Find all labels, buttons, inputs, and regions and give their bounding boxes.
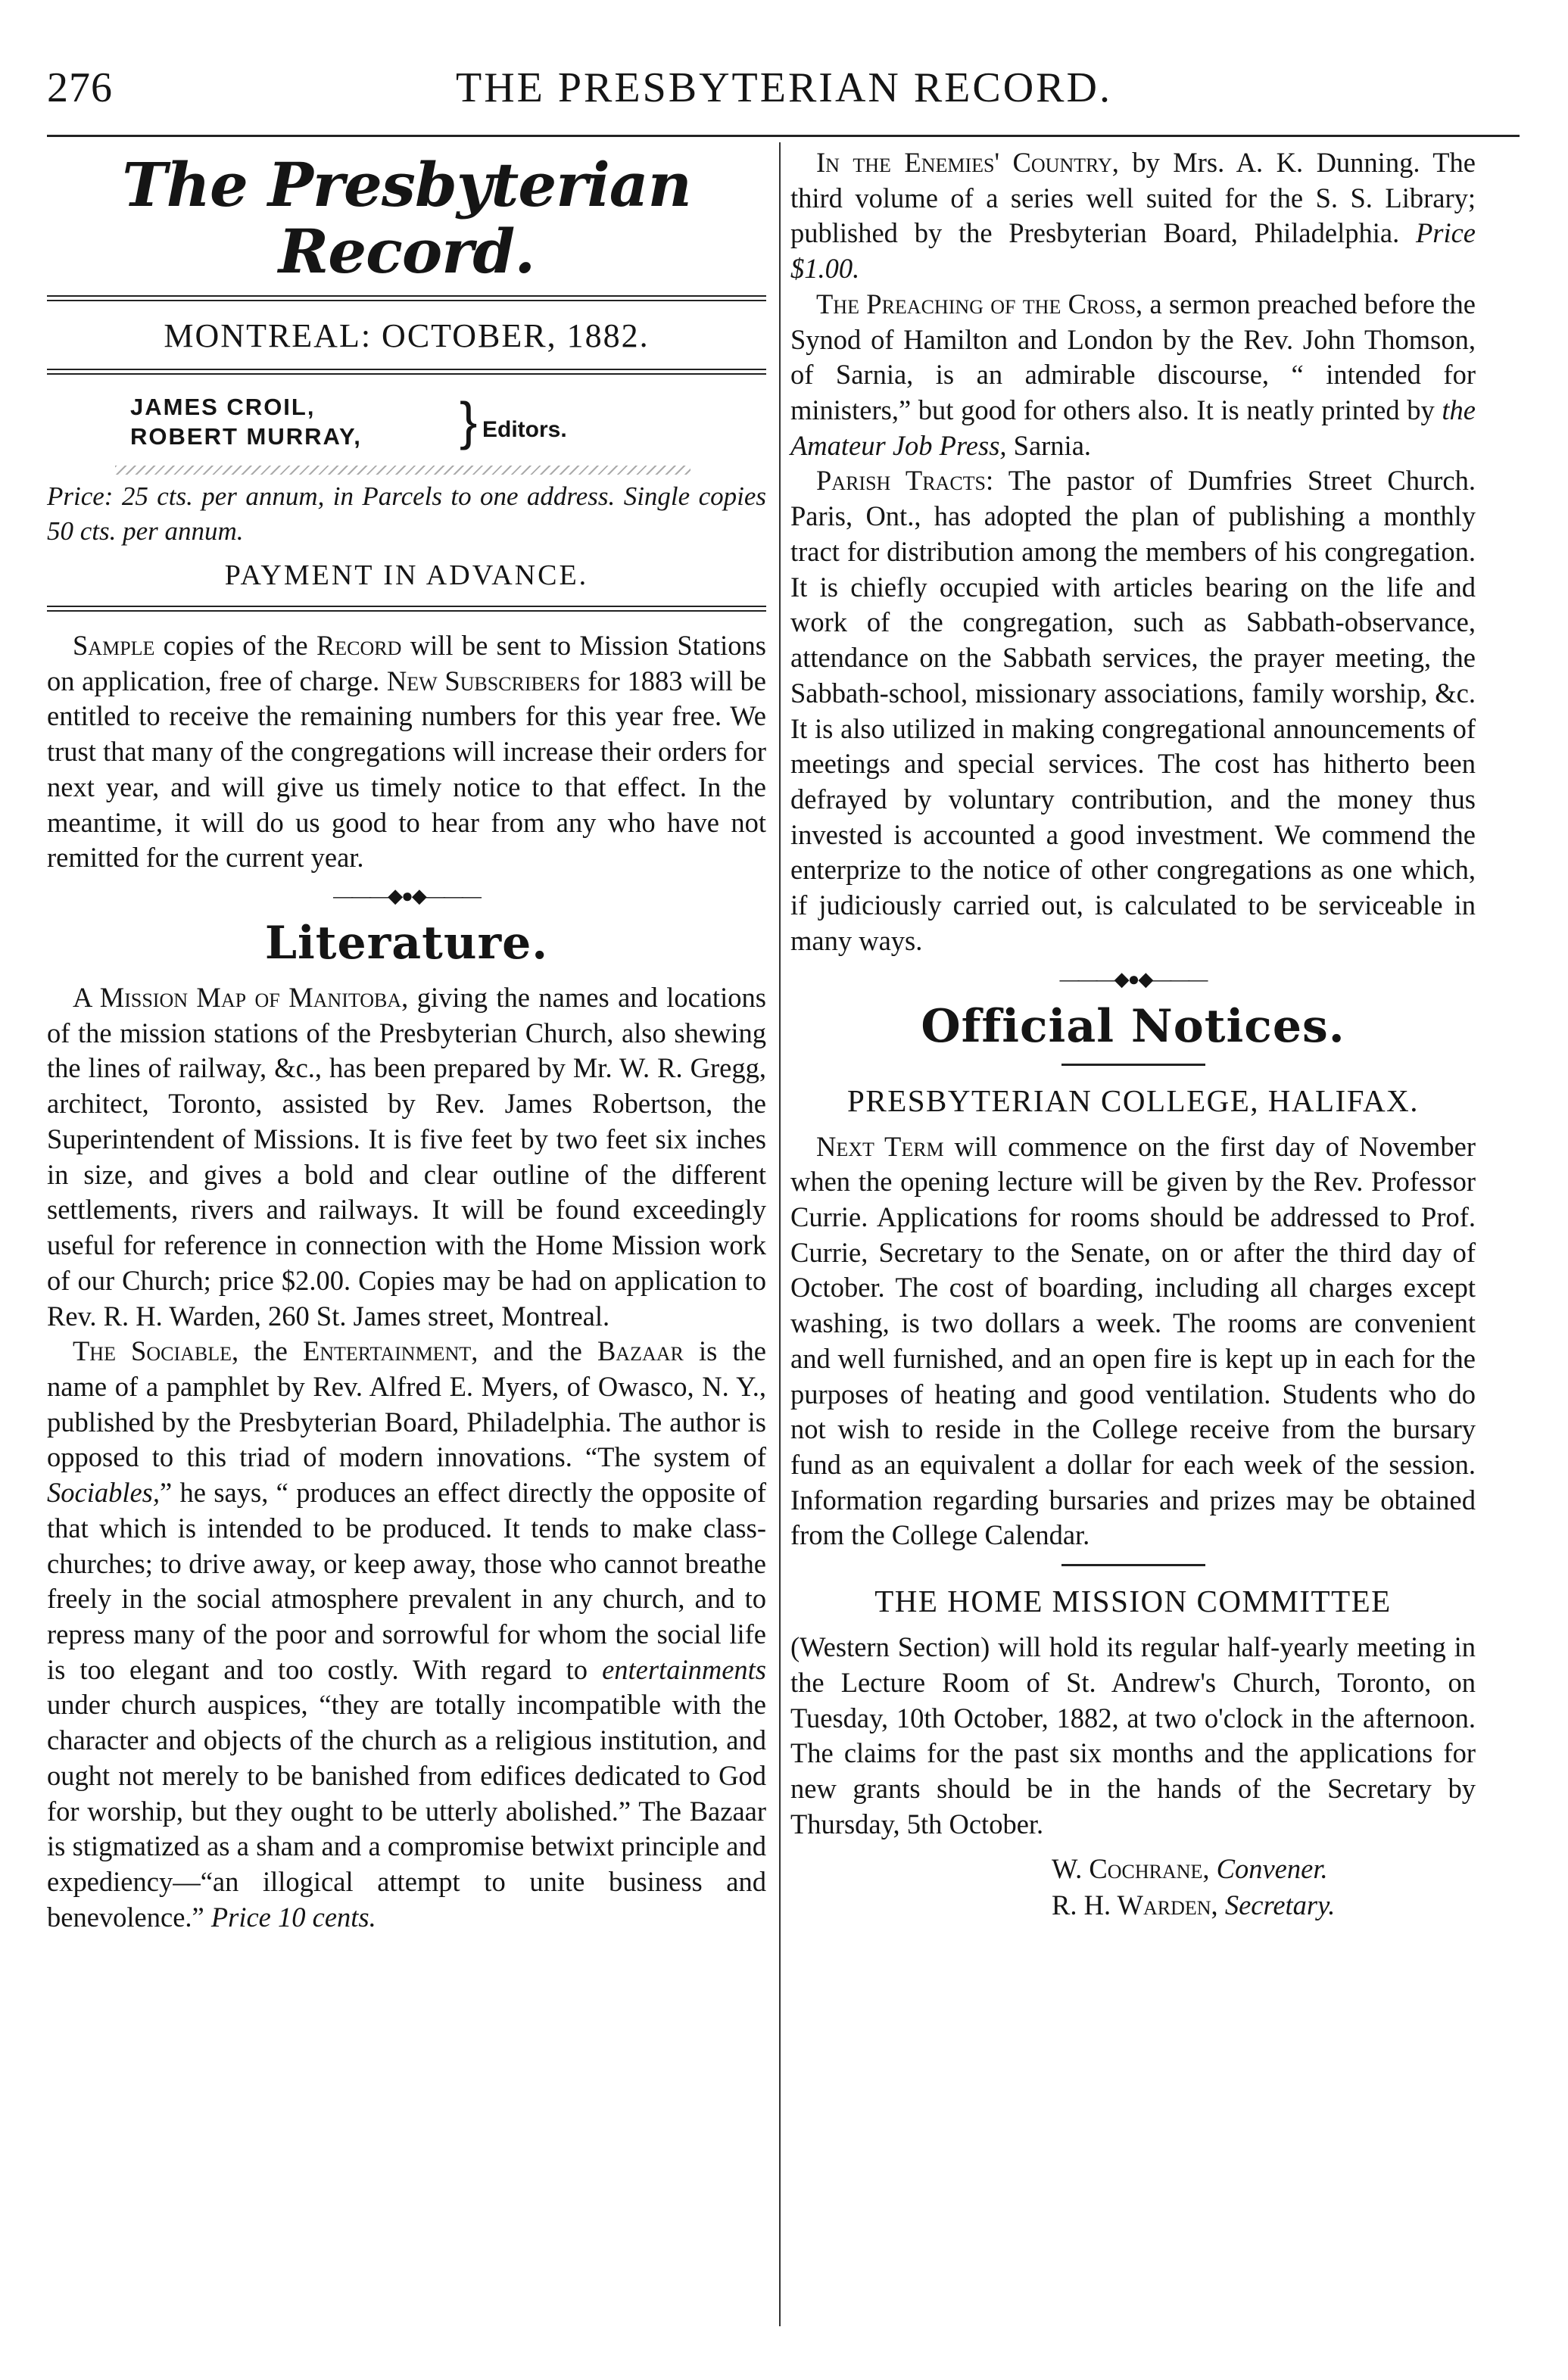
article-text: , and the xyxy=(471,1335,597,1367)
editor-name: JAMES CROIL, xyxy=(130,394,316,420)
signatory-name: R. H. Warden, xyxy=(1052,1889,1218,1921)
article-text: giving the names and locations of the mission stations of the Presbyterian Church, also shewing the lines of railway, &c., has been prepared by Mr. W. R. Gregg, architect, Toronto, assisted by Rev. James Robertson, the Superintendent of Missions. It is five feet by two feet six inches in size, and gives a bold and clear outline of the different settlements, rivers and railways. It will be found exceedingly useful for reference in connection with the Home Mission work of our Church; price $2.00. Copies may be had on application to Rev. R. H. Warden, 260 St. James street, Montreal. xyxy=(47,982,766,1332)
wavy-rule xyxy=(115,466,690,475)
short-rule xyxy=(1061,1564,1205,1566)
article-text: under church auspices, “they are totally incompatible with the character and objects of the church as a religious institution, and ought not merely to be banished from edifices dedicated to God for worship, but they ought to be utterly abolished.” The Bazaar is stigmatized as a sham and a compromise betwixt principle and expediency—“an illogical attempt to unite business and benevolence.” xyxy=(47,1689,766,1933)
notice-lead: Next Term xyxy=(816,1130,944,1162)
signature-block xyxy=(790,1851,1476,1923)
article-italic: Sociables, xyxy=(47,1477,161,1509)
editors-block xyxy=(130,393,766,461)
enemies-article xyxy=(790,145,1476,287)
signature-line xyxy=(1052,1887,1476,1923)
article-price: Price $1.00. xyxy=(790,217,1476,285)
ornament-divider: ———◆●◆——— xyxy=(333,885,480,908)
record-word: Record xyxy=(316,630,402,661)
sociable-article xyxy=(47,1334,766,1935)
signatory-title: Secretary. xyxy=(1224,1889,1336,1921)
article-lead: Bazaar xyxy=(597,1335,684,1367)
price-line xyxy=(47,479,766,548)
running-head xyxy=(0,61,1568,114)
payment-rule xyxy=(47,606,766,612)
article-price: Price 10 cents. xyxy=(210,1901,376,1933)
payment-notice: PAYMENT IN ADVANCE. xyxy=(224,559,589,591)
article-lead: Parish Tracts xyxy=(816,465,987,497)
masthead-rule xyxy=(47,295,766,301)
preaching-article xyxy=(790,287,1476,464)
article-italic: the Amateur Job Press, xyxy=(790,394,1476,461)
signature-line xyxy=(1052,1851,1476,1886)
tracts-article xyxy=(790,463,1476,958)
article-text: ” he says, “ produces an effect directly the opposite of that which is intended to be produced. It tends to make class-churches; to drive away, or keep away, those who cannot breathe freely in the social atmosphere prevalent in any church, and to repress many of the poor and sorrowful for whom the social life is too elegant and too costly. With regard to xyxy=(47,1477,766,1685)
signatory-name: W. Cochrane, xyxy=(1052,1853,1210,1885)
intro-lead: Sample xyxy=(73,630,155,661)
dateline: MONTREAL: OCTOBER, 1882. xyxy=(164,317,650,354)
price-text: Price: 25 cts. per annum, in Parcels to one address. xyxy=(47,481,616,511)
left-column xyxy=(47,145,766,1935)
article-lead: The Sociable xyxy=(73,1335,232,1367)
brace-glyph: } xyxy=(460,391,479,450)
intro-text: for 1883 will be entitled to receive the remaining numbers for this year free. We trust that many of the congregations will increase their orders for next year, and will give us timely notice to that effect. In the meantime, it will do us good to hear from any who have not remitted for the current year. xyxy=(47,665,766,874)
mission-map-article xyxy=(47,980,766,1334)
running-title: THE PRESBYTERIAN RECORD. xyxy=(456,64,1112,111)
article-text: Sarnia. xyxy=(1006,429,1092,461)
dateline-rule xyxy=(47,369,766,375)
article-lead: In the Enemies' Country, xyxy=(816,147,1119,178)
article-italic: entertainments xyxy=(602,1653,766,1685)
masthead-title: The Presbyterian Record. xyxy=(122,149,691,287)
article-text: , the xyxy=(232,1335,303,1367)
article-lead: Entertainment xyxy=(302,1335,472,1367)
committee-notice: (Western Section) will hold its regular half-yearly meeting in the Lecture Room of St. Andrew's Church, Toronto, on Tuesday, 10th October, 1882, at two o'clock in the afternoon. The claims for the past six months and the applications for new grants should be in the hands of the Secretary by Thursday, 5th October. xyxy=(790,1631,1476,1840)
editor-name: ROBERT MURRAY, xyxy=(130,422,362,450)
literature-heading: Literature. xyxy=(264,917,549,970)
intro-paragraph xyxy=(47,628,766,876)
new-subscribers-word: New Subscribers xyxy=(386,665,581,696)
article-lead: A Mission Map of Manitoba, xyxy=(73,982,409,1014)
short-rule xyxy=(1061,1064,1205,1066)
single-copy-text: Single copies 50 cts. per annum. xyxy=(47,481,766,546)
official-notices-heading: Official Notices. xyxy=(921,999,1345,1053)
committee-heading: THE HOME MISSION COMMITTEE xyxy=(874,1584,1392,1619)
article-text: is the name of a pamphlet by Rev. Alfred E. Myers, of Owasco, N. Y., published by the Presbyterian Board, Philadelphia. The author is opposed to this triad of modern innovations. “The system of xyxy=(47,1335,766,1473)
article-text: : The pastor of Dumfries Street Church. Paris, Ont., has adopted the plan of publishing a monthly tract for distribution among the members of his congregation. It is chiefly occupied with articles bearing on the life and work of the congregation, such as Sabbath-observance, attendance on the Sabbath services, the prayer meeting, the Sabbath-school, missionary associations, family worship, &c. It is also utilized in making congregational announcements of meetings and special services. The cost has hitherto been defrayed by voluntary contribution, and the money thus invested is accounted a good investment. We commend the enterprize to the notice of other congregations as one which, if judiciously carried out, is calculated to be serviceable in many ways. xyxy=(790,465,1476,956)
college-heading: PRESBYTERIAN COLLEGE, HALIFAX. xyxy=(847,1083,1419,1118)
intro-text: will be sent to Mission Stations on application, free of charge. xyxy=(47,630,766,696)
college-notice xyxy=(790,1129,1476,1554)
intro-text: copies of the xyxy=(154,630,316,661)
header-rule xyxy=(47,135,1520,137)
editors-role: Editors. xyxy=(482,417,567,442)
signatory-title: Convener. xyxy=(1216,1853,1328,1885)
right-column xyxy=(790,145,1476,1923)
notice-text: will commence on the first day of November when the opening lecture will be given by the Rev. Professor Currie. Applications for rooms should be addressed to Prof. Currie, Secretary to the Senate, on or after the third day of October. The cost of boarding, including all charges except washing, is two dollars a week. The rooms are convenient and well furnished, and an open fire is kept up in each for the purposes of heating and good ventilation. Students who do not wish to reside in the College receive from the bursary fund as an equivalent a dollar for each week of the session. Information regarding bursaries and prizes may be obtained from the College Calendar. xyxy=(790,1130,1476,1551)
column-rule xyxy=(779,142,781,2326)
page-number: 276 xyxy=(47,64,113,111)
ornament-divider: ———◆●◆——— xyxy=(1059,967,1207,990)
article-text: by Mrs. A. K. Dunning. The third volume of a series well suited for the S. S. Library; published by the Presbyterian Board, Philadelphia. xyxy=(790,147,1476,249)
article-text: a sermon preached before the Synod of Hamilton and London by the Rev. John Thomson, of Sarnia, is an admirable discourse, “ intended for ministers,” but good for others also. It is neatly printed by xyxy=(790,288,1476,426)
article-lead: The Preaching of the Cross, xyxy=(816,288,1143,319)
